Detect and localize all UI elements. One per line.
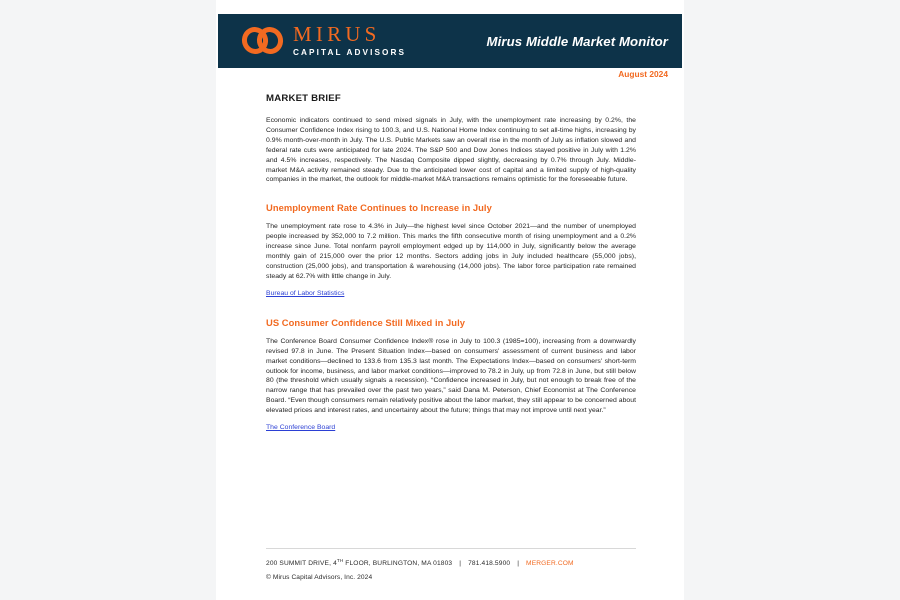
section-consumer-confidence xyxy=(266,317,636,434)
footer-copyright: © Mirus Capital Advisors, Inc. 2024 xyxy=(266,574,373,582)
section-body: The unemployment rate rose to 4.3% in July—the highest level since October 2021—and the number of unemployed people increased by 352,000 to 7.2 million. This marks the fifth consecutive month of rising unemployment and a 0.2% increase since June. Total nonfarm payroll employment edged up by 114,000 in July, significantly below the average monthly gain of 215,000 over the prior 12 months. Sectors adding jobs in July included healthcare (55,000 jobs), construction (25,000 jobs), and transportation & warehousing (14,000 jobs). The labor force participation rate remained steady at 62.7% with little change in July. xyxy=(266,223,636,280)
intro-paragraph: Economic indicators continued to send mixed signals in July, with the unemployment rate increasing by 0.2%, the Consumer Confidence Index rising to 100.3, and U.S. National Home Index continuing to set all-time highs, increasing by 0.9% month-over-month in July. The U.S. Public Markets saw an overall rise in the month of July as inflation slowed and federal rate cuts were anticipated for late 2024. The S&P 500 and Dow Jones Indices stayed positive in July with 1.2% and 4.5% increases, respectively. The Nasdaq Composite dipped slightly, decreasing by 0.7% through July. Middle-market M&A activity remained steady. Due to the anticipated lower cost of capital and a limited supply of high-quality companies in the market, the outlook for middle-market M&A transactions remains optimistic for the foreseeable future. xyxy=(266,117,636,184)
brand-name: MIRUS xyxy=(293,22,381,47)
footer-separator-1: | xyxy=(459,560,462,568)
mirus-interlocking-rings-logo-icon xyxy=(242,25,284,56)
section-unemployment xyxy=(266,202,636,299)
page-footer xyxy=(266,548,636,581)
source-link-bureau-of-labor-statistics[interactable]: Bureau of Labor Statistics xyxy=(266,289,345,297)
brand-subtitle: CAPITAL ADVISORS xyxy=(293,48,407,58)
page-title: MARKET BRIEF xyxy=(266,93,341,104)
document-body xyxy=(266,93,636,434)
section-heading: Unemployment Rate Continues to Increase in July xyxy=(266,202,492,214)
brand-wordmark xyxy=(293,24,406,57)
footer-phone: 781.418.5900 xyxy=(468,560,511,568)
footer-address-suffix: FLOOR, BURLINGTON, MA 01803 xyxy=(343,560,453,568)
section-heading: US Consumer Confidence Still Mixed in July xyxy=(266,316,466,328)
section-body: The Conference Board Consumer Confidence Index® rose in July to 100.3 (1985=100), increasing from a downwardly revised 97.8 in June. The Present Situation Index—based on consumers' assessment of current business and labor market conditions—declined to 133.6 from 135.3 last month. The Expectations Index—based on consumers' short-term outlook for income, business, and labor market conditions—improved to 78.2 in July, up from 72.8 in June, but still below 80 (the threshold which usually signals a recession). “Confidence increased in July, but not enough to break free of the narrow range that has prevailed over the past two years,” said Dana M. Peterson, Chief Economist at The Conference Board. “Even though consumers remain relatively positive about the labor market, they still appear to be concerned about elevated prices and interest rates, and uncertainty about the future; things that may not improve until next year.” xyxy=(266,337,636,415)
source-link-the-conference-board[interactable]: The Conference Board xyxy=(266,424,336,432)
footer-contact-line xyxy=(266,558,636,567)
footer-separator-2: | xyxy=(517,560,520,568)
issue-date: August 2024 xyxy=(618,69,668,79)
masthead-banner xyxy=(218,14,682,68)
footer-address-ordinal: TH xyxy=(336,558,344,563)
document-page xyxy=(216,0,684,600)
publication-title: Mirus Middle Market Monitor xyxy=(486,33,668,49)
footer-address-prefix: 200 SUMMIT DRIVE, 4 xyxy=(266,560,337,568)
footer-website-link[interactable]: MERGER.COM xyxy=(526,560,574,568)
brand-lockup xyxy=(242,24,406,57)
